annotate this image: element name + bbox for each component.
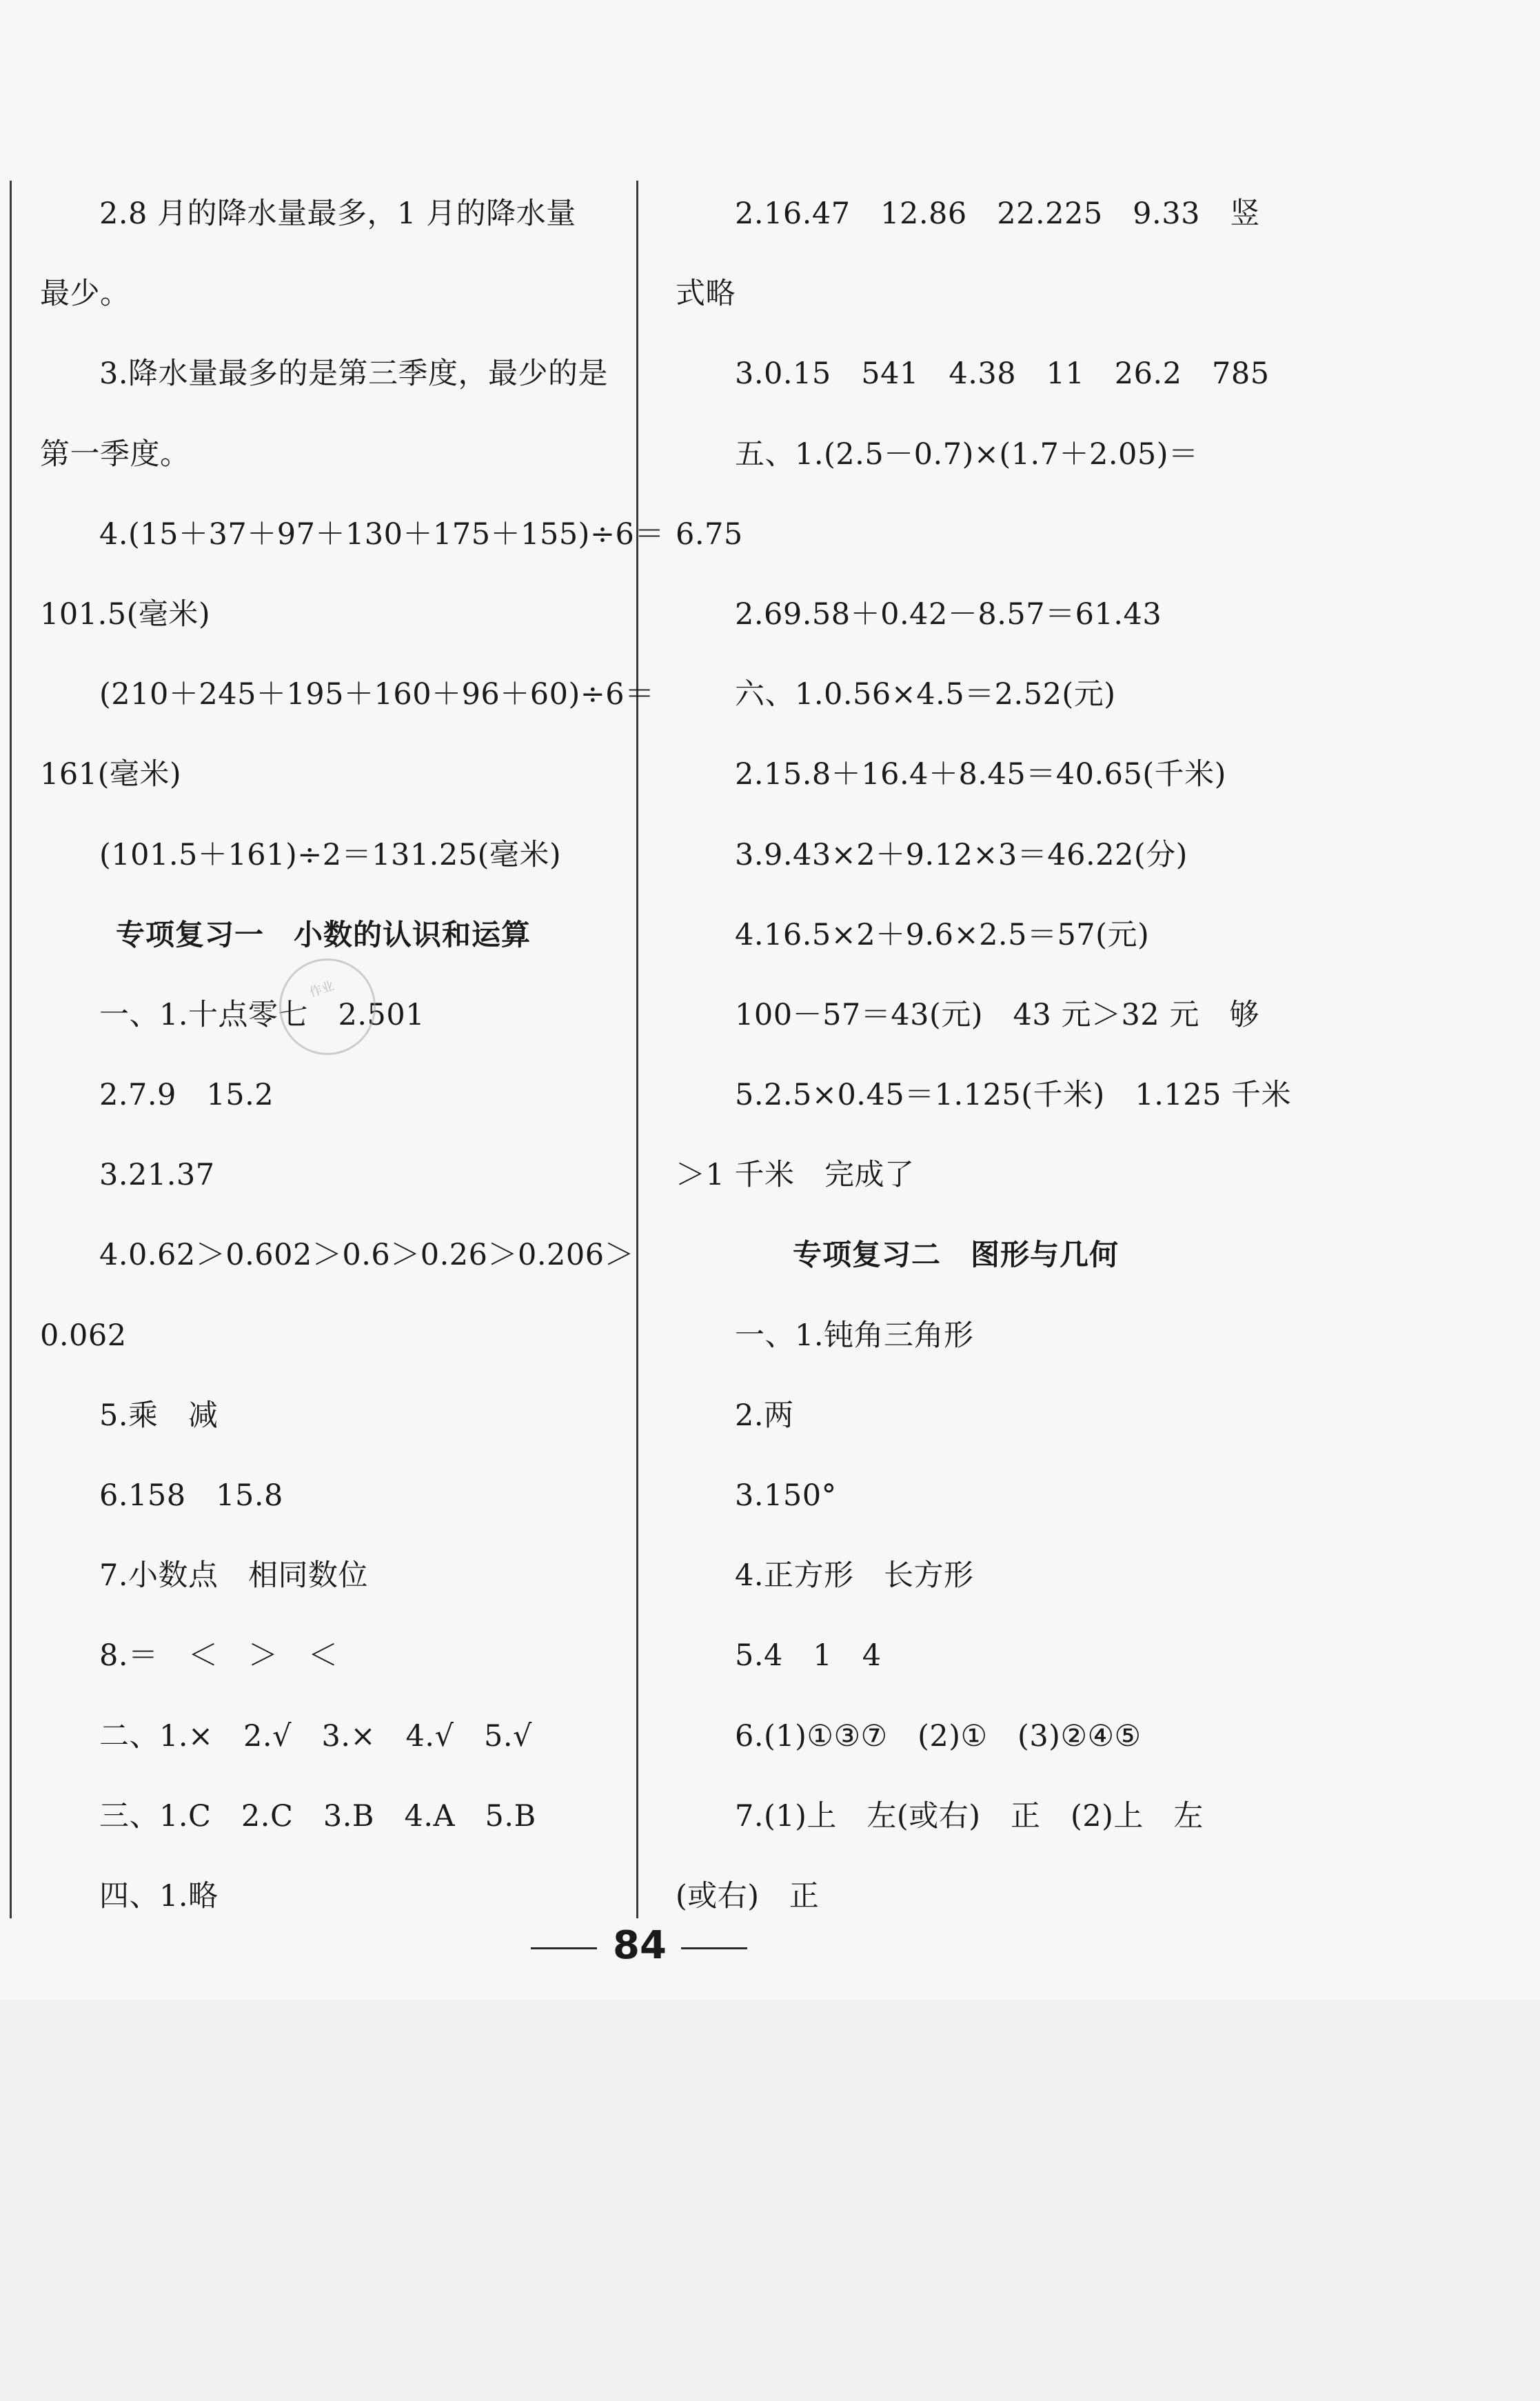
answer-line: 2.8 月的降水量最多，1 月的降水量 (99, 197, 576, 231)
answer-line: 一、1.十点零七 2.501 (99, 997, 425, 1032)
answer-line: 2.16.47 12.86 22.225 9.33 竖 (735, 197, 1260, 231)
answer-line: 2.7.9 15.2 (99, 1078, 274, 1113)
answer-line: ＞1 千米 完成了 (676, 1158, 915, 1193)
footer-rule-right (681, 1947, 747, 1949)
answer-line: 一、1.钝角三角形 (735, 1318, 974, 1353)
answer-line: 3.降水量最多的是第三季度，最少的是 (99, 356, 609, 392)
answer-line: 5.乘 减 (99, 1398, 219, 1433)
answer-line: 四、1.略 (99, 1878, 219, 1913)
answer-line: 3.0.15 541 4.38 11 26.2 785 (735, 356, 1270, 392)
page-bottom-shade (0, 2000, 1540, 2401)
answer-line: 6.75 (676, 516, 743, 552)
answer-line: 0.062 (40, 1318, 127, 1353)
answer-line: 8.＝ ＜ ＞ ＜ (99, 1638, 338, 1674)
answer-line: 6.158 15.8 (99, 1478, 283, 1513)
answer-line: 三、1.C 2.C 3.B 4.A 5.B (99, 1798, 536, 1834)
answer-line: 式略 (676, 277, 736, 312)
answer-line: 4.16.5×2＋9.6×2.5＝57(元) (735, 917, 1150, 952)
right-column (676, 174, 1292, 1936)
answer-line: 161(毫米) (40, 757, 182, 792)
answer-line: 第一季度。 (40, 436, 190, 472)
answer-line: 7.小数点 相同数位 (99, 1558, 369, 1594)
answer-line: 六、1.0.56×4.5＝2.52(元) (735, 677, 1116, 712)
section-heading: 专项复习一 小数的认识和运算 (116, 917, 531, 952)
answer-line: 4.正方形 长方形 (735, 1558, 974, 1594)
answer-line: 2.两 (735, 1398, 794, 1433)
answer-line: 2.15.8＋16.4＋8.45＝40.65(千米) (735, 757, 1226, 792)
answer-line: 五、1.(2.5－0.7)×(1.7＋2.05)＝ (735, 436, 1199, 472)
footer-rule-left (531, 1947, 597, 1949)
answer-line: 3.9.43×2＋9.12×3＝46.22(分) (735, 837, 1188, 872)
answer-line: 6.(1)①③⑦ (2)① (3)②④⑤ (735, 1718, 1142, 1754)
answer-line: 最少。 (40, 277, 130, 312)
answer-line: (210＋245＋195＋160＋96＋60)÷6＝ (99, 677, 655, 712)
answer-line: 7.(1)上 左(或右) 正 (2)上 左 (735, 1798, 1204, 1834)
answer-line: (或右) 正 (676, 1878, 820, 1913)
answer-line: 101.5(毫米) (40, 596, 211, 632)
answer-line: 5.4 1 4 (735, 1638, 882, 1674)
answer-line: 3.21.37 (99, 1158, 215, 1193)
answer-line: (101.5＋161)÷2＝131.25(毫米) (99, 837, 562, 872)
column-divider-rule (636, 181, 638, 1918)
left-margin-rule (10, 181, 12, 1918)
answer-line: 2.69.58＋0.42－8.57＝61.43 (735, 596, 1162, 632)
answer-line: 3.150° (735, 1478, 837, 1513)
stamp-text: 作业 (307, 978, 336, 1001)
page-footer (0, 1905, 1540, 1987)
answer-line: 二、1.× 2.√ 3.× 4.√ 5.√ (99, 1718, 532, 1754)
answer-line: 4.(15＋37＋97＋130＋175＋155)÷6＝ (99, 516, 665, 552)
section-heading: 专项复习二 图形与几何 (793, 1238, 1119, 1272)
answer-line: 100－57＝43(元) 43 元＞32 元 够 (735, 997, 1259, 1032)
answer-line: 5.2.5×0.45＝1.125(千米) 1.125 千米 (735, 1078, 1292, 1113)
page-number: 84 (613, 1923, 667, 1968)
answer-line: 4.0.62＞0.602＞0.6＞0.26＞0.206＞ (99, 1238, 635, 1273)
